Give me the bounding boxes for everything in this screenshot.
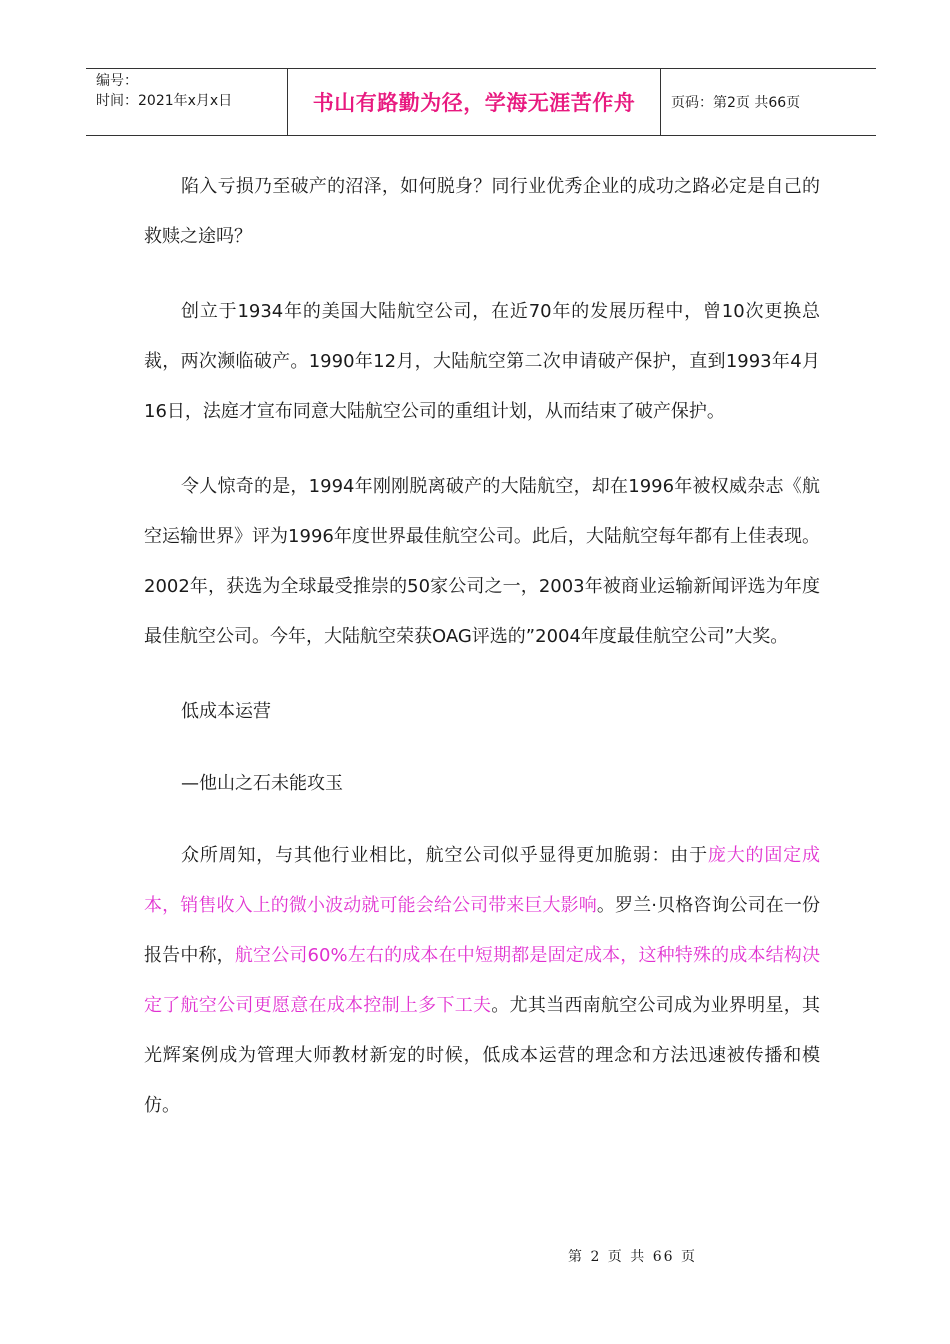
section-subheading: —他山之石未能攻玉 bbox=[181, 773, 343, 794]
paragraph-2: 创立于1934年的美国大陆航空公司，在近70年的发展历程中，曾10次更换总裁，两次濒临破产。1990年12月，大陆航空第二次申请破产保护，直到1993年4月16日，法庭才宣布同意大陆航空公司的重组计划，从而结束了破产保护。 bbox=[144, 301, 820, 422]
paragraph-6-text-e: 。尤其当西南航空公司成为业界明星，其光辉案例成为管理大师教材新宠的时候，低成本运营的理念和方法迅速被传播和模仿。 bbox=[144, 995, 821, 1116]
number-label: 编号： bbox=[96, 73, 138, 89]
paragraph-6-text-a: 众所周知，与其他行业相比，航空公司似乎显得更加脆弱：由于 bbox=[181, 845, 708, 866]
page-header bbox=[86, 68, 876, 136]
paragraph-6-text-c: 。罗兰·贝格咨询公司在一份报告中称， bbox=[144, 895, 820, 966]
document-body bbox=[144, 162, 820, 1156]
highlight-cost-structure: 航空公司60%左右的成本在中短期都是固定成本，这种特殊的成本结构决定了航空公司更愿意在成本控制上多下工夫 bbox=[144, 945, 820, 1016]
paragraph-1: 陷入亏损乃至破产的沼泽，如何脱身？同行业优秀企业的成功之路必定是自己的救赎之途吗？ bbox=[144, 176, 820, 247]
paragraph-3: 令人惊奇的是，1994年刚刚脱离破产的大陆航空，却在1996年被权威杂志《航空运输世界》评为1996年度世界最佳航空公司。此后，大陆航空每年都有上佳表现。2002年，获选为全球最受推崇的50家公司之一，2003年被商业运输新闻评选为年度最佳航空公司。今年，大陆航空荣获OAG评选的”2004年度最佳航空公司”大奖。 bbox=[144, 476, 820, 647]
section-heading: 低成本运营 bbox=[181, 701, 271, 722]
highlight-fixed-cost: 庞大的固定成本，销售收入上的微小波动就可能会给公司带来巨大影响 bbox=[144, 845, 820, 916]
header-motto: 书山有路勤为径，学海无涯苦作舟 bbox=[288, 69, 661, 135]
header-page-info: 页码：第2页 共66页 bbox=[671, 95, 801, 111]
time-label: 时间：2021年x月x日 bbox=[96, 93, 233, 109]
header-meta bbox=[86, 69, 288, 135]
page-footer: 第 2 页 共 66 页 bbox=[568, 1249, 697, 1265]
paragraph-6 bbox=[144, 831, 820, 1131]
